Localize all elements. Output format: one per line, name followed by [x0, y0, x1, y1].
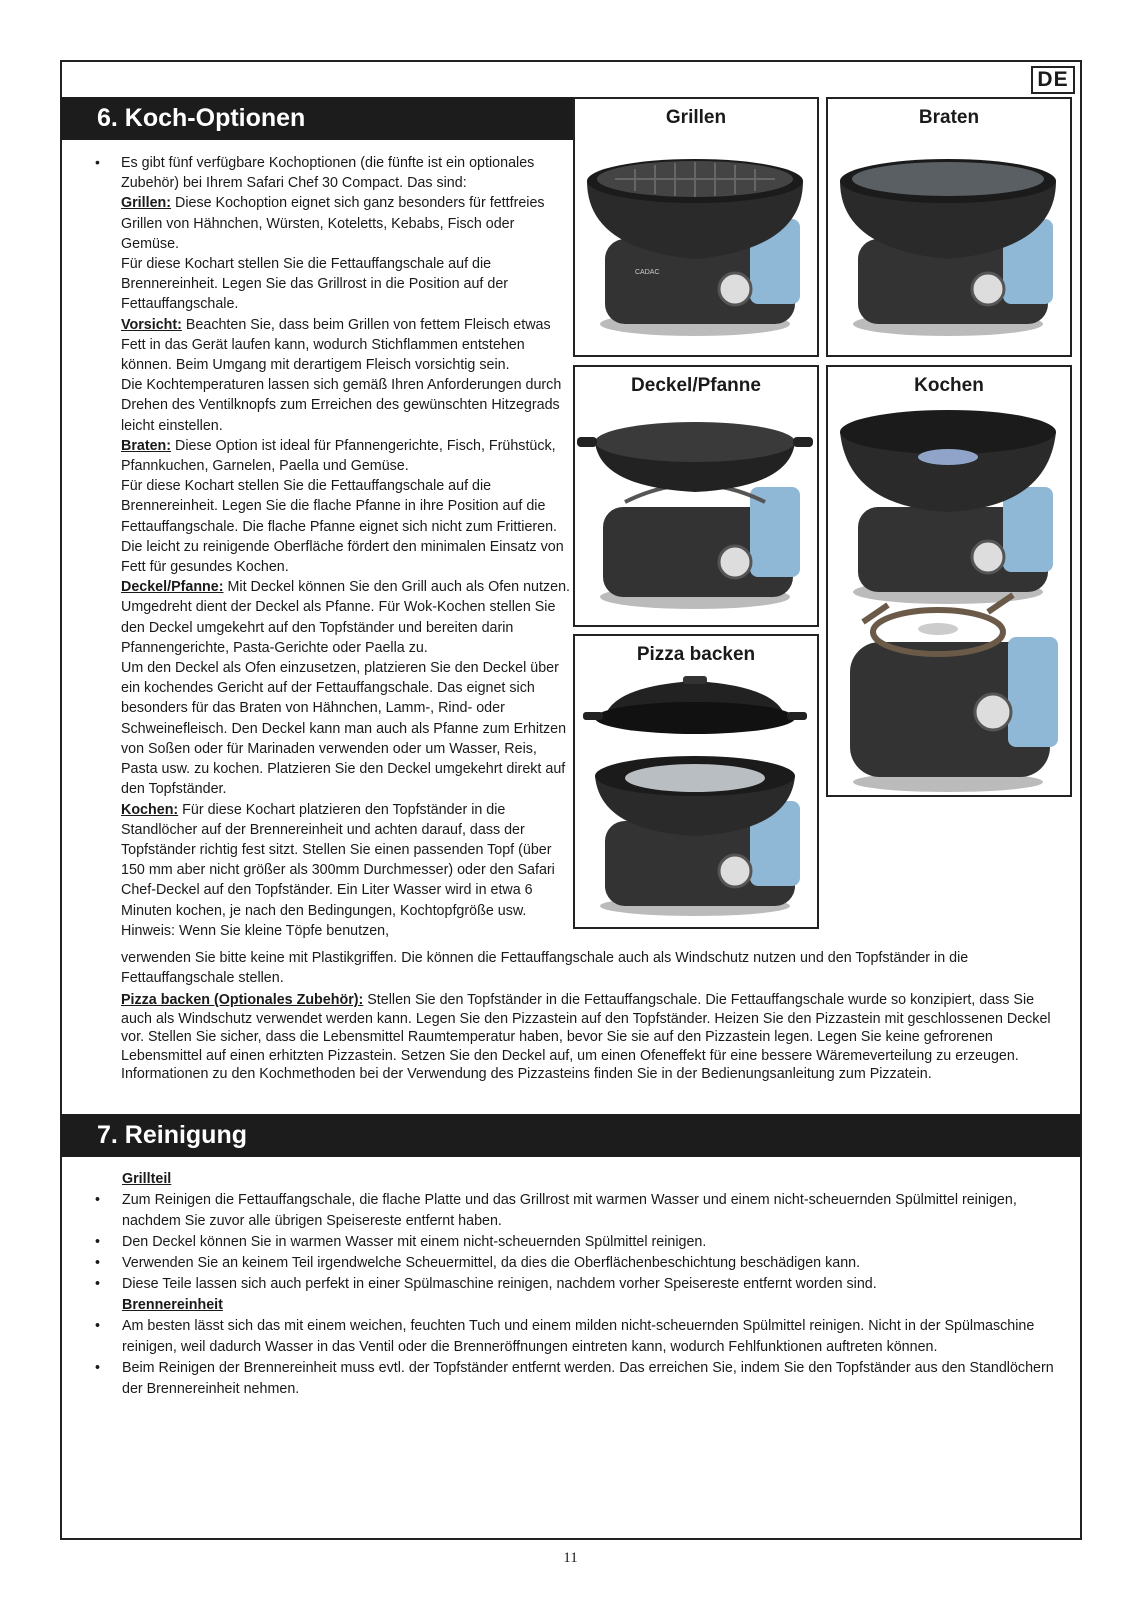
- grillen-text: Diese Kochoption eignet sich ganz besonders für fettfreies Grillen von Hähnchen, Würsten, Koteletts, Kebabs, Fisch oder Gemüse.: [121, 195, 545, 252]
- kochen-text: Für diese Kochart platzieren den Topfständer in die Standlöcher auf der Brennereinheit und achten darauf, dass der Topfständer richtig fest sitzt. Stellen Sie einen passenden Topf (über 150 mm aber nicht größer als 300mm Durchmesser) oder den Safari Chef-Deckel auf den Topfständer. Ein Liter Wasser wird in etwa 6 Minuten kochen, je nach den Bedingungen, Kochtopfgröße usw. Hinweis: Wenn Sie kleine Töpfe benutzen,: [121, 801, 555, 939]
- bullet: •: [95, 1255, 101, 1271]
- pizza-text: Stellen Sie den Topfständer in die Fettauffangschale. Die Fettauffangschale wurde so konzipiert, dass Sie auch als Windschutz verwendet werden kann. Legen Sie den Pizzastein auf den Topfständer. Heizen Sie den Pizzastein mit geschlossenen Deckel vor. Stellen Sie sicher, dass die Lebensmittel Raumtemperatur haben, bevor Sie sie auf den Pizzastein legen. Legen Sie keine gefrorenen Lebensmittel auf einen erhitzten Pizzastein. Setzen Sie den Deckel auf, um einen Ofeneffekt für eine bessere Wäremeverteilung zu erzeugen. Informationen zu den Kochmethoden bei der Verwendung des Pizzasteins finden Sie in der Bedienungsanleitung zum Pizzatein.: [121, 992, 1051, 1082]
- pizza-label: Pizza backen (Optionales Zubehör):: [121, 992, 364, 1008]
- panel-braten: [826, 97, 1072, 357]
- bullet: •: [95, 1318, 101, 1334]
- kochen-text-wide: verwenden Sie bitte keine mit Plastikgriffen. Die können die Fettauffangschale auch als Windschutz nutzen und den Topfständer in die Fettauffangschale stellen.: [121, 950, 969, 987]
- language-badge: DE: [1031, 66, 1075, 94]
- vorsicht-paragraph: [121, 315, 571, 376]
- vorsicht-label: Vorsicht:: [121, 316, 182, 333]
- pizza-illustration: [575, 636, 817, 927]
- kochen-label: Kochen:: [121, 801, 179, 818]
- panel-title-grillen: Grillen: [665, 107, 727, 128]
- list-item: • Beim Reinigen der Brennereinheit muss evtl. der Topfständer entfernt werden. Das erreichen Sie, indem Sie den Topfständer aus den Standlöchern der Brennereinheit nehmen.: [95, 1360, 1054, 1397]
- grillteil-heading: Grillteil: [122, 1171, 172, 1187]
- list-item: • Den Deckel können Sie in warmen Wasser mit einem nicht-scheuernden Spülmittel reinigen.: [95, 1232, 1055, 1253]
- deckel-label: Deckel/Pfanne:: [121, 579, 224, 596]
- bullet: •: [95, 1234, 101, 1250]
- panel-title-kochen: Kochen: [914, 375, 984, 396]
- grillen-label: Grillen:: [121, 195, 172, 212]
- bullet: •: [95, 1276, 101, 1292]
- list-item: • Zum Reinigen die Fettauffangschale, die flache Platte und das Grillrost mit warmen Wasser und einem nicht-scheuernden Spülmittel reinigen, nachdem Sie zuvor alle übrigen Speisereste entfernt haben.: [95, 1192, 1017, 1229]
- pan-illustration: [828, 99, 1070, 355]
- bullet: •: [95, 154, 100, 170]
- panel-title-deckel: Deckel/Pfanne: [631, 375, 761, 396]
- intro-text: Es gibt fünf verfügbare Kochoptionen (die fünfte ist ein optionales Zubehör) bei Ihrem Safari Chef 30 Compact. Das sind:: [121, 155, 535, 192]
- bullet: •: [95, 1192, 101, 1208]
- section-6-heading: 6. Koch-Optionen: [61, 97, 574, 140]
- deckel-paragraph-2: Um den Deckel als Ofen einzusetzen, platzieren Sie den Deckel über ein kochendes Gericht auf der Fettauffangschale. Das eignet sich besonders für das Braten von Hähnchen, Lamm-, Rind- oder Schweinefleisch. Den Deckel kann man auch als Pfanne zum Erhitzen von Soßen oder für Marinaden verwenden oder um Wasser, Reis, Pasta usw. zu kochen. Platzieren Sie den Deckel umgekehrt direkt auf den Topfständer.: [121, 660, 567, 798]
- pizza-paragraph: [121, 991, 1051, 1084]
- lid-pan-illustration: [575, 367, 817, 625]
- list-item: • Diese Teile lassen sich auch perfekt in einer Spülmaschine reinigen, nachdem vorher Speisereste entfernt worden sind.: [95, 1274, 1055, 1295]
- list-item: • Am besten lässt sich das mit einem weichen, feuchten Tuch und einem milden nicht-scheuernden Spülmittel reinigen. Nicht in der Spülmaschine reinigen, weil dadurch Wasser in das Ventil oder die Brenneröffnungen eintreten kann, wodurch Fehlfunktionen auftreten können.: [95, 1318, 1035, 1355]
- grillen-paragraph-2: Für diese Kochart stellen Sie die Fettauffangschale auf die Brennereinheit. Legen Sie das Grillrost in die Position auf der Fettauffangschale.: [121, 256, 509, 313]
- cleaning-content: [95, 1169, 1055, 1400]
- deckel-text: Mit Deckel können Sie den Grill auch als Ofen nutzen. Umgedreht dient der Deckel als Pfanne. Für Wok-Kochen stellen Sie den Deckel umgekehrt auf den Topfständer und bereiten darin Pfannengerichte, Pasta-Gerichte oder Paella zu.: [121, 579, 570, 656]
- braten-label: Braten:: [121, 437, 172, 454]
- vorsicht-text: Beachten Sie, dass beim Grillen von fettem Fleisch etwas Fett in das Gerät laufen kann, wodurch Stichflammen entstehen können. Beim Umgang mit derartigem Fleisch vorsichtig sein.: [121, 316, 551, 374]
- grill-illustration: [575, 99, 817, 355]
- pot-illustration: [828, 367, 1070, 795]
- panel-title-braten: Braten: [918, 107, 980, 128]
- deckel-paragraph: [121, 577, 571, 658]
- section-7-heading: 7. Reinigung: [61, 1114, 1081, 1157]
- panel-deckel-pfanne: [573, 365, 819, 627]
- panel-grillen: [573, 97, 819, 357]
- brenner-heading-row: [95, 1295, 1055, 1316]
- kochen-paragraph: [121, 800, 571, 941]
- bullet: •: [95, 1360, 101, 1376]
- braten-paragraph-2: Für diese Kochart stellen Sie die Fettauffangschale auf die Brennereinheit. Legen Sie die flache Pfanne in ihre Position auf die Fettauffangschale. Die flache Pfanne eignet sich nicht zum Frittieren. Die leicht zu reinigende Oberfläche fördert den minimalen Einsatz von Fett für gesundes Kochen.: [121, 478, 564, 576]
- grillen-paragraph: [121, 193, 571, 254]
- panel-title-pizza: Pizza backen: [636, 644, 756, 665]
- temperature-paragraph: Die Kochtemperaturen lassen sich gemäß Ihren Anforderungen durch Drehen des Ventilknopfs zum Erreichen des gewünschten Hitzegrads leicht einstellen.: [121, 377, 562, 434]
- brenner-heading: Brennereinheit: [122, 1297, 223, 1313]
- list-item: • Verwenden Sie an keinem Teil irgendwelche Scheuermittel, da dies die Oberflächenbeschichtung beschädigen kann.: [95, 1253, 1055, 1274]
- panel-pizza-backen: [573, 634, 819, 929]
- panel-kochen: [826, 365, 1072, 797]
- braten-paragraph: [121, 436, 571, 476]
- grillteil-heading-row: [95, 1169, 1055, 1190]
- page-number: 11: [563, 1550, 578, 1566]
- braten-text: Diese Option ist ideal für Pfannengerichte, Fisch, Frühstück, Pfannkuchen, Garnelen, Paella und Gemüse.: [121, 437, 556, 475]
- section-6-body: [121, 153, 571, 941]
- brand-label: CADAC: [635, 269, 660, 276]
